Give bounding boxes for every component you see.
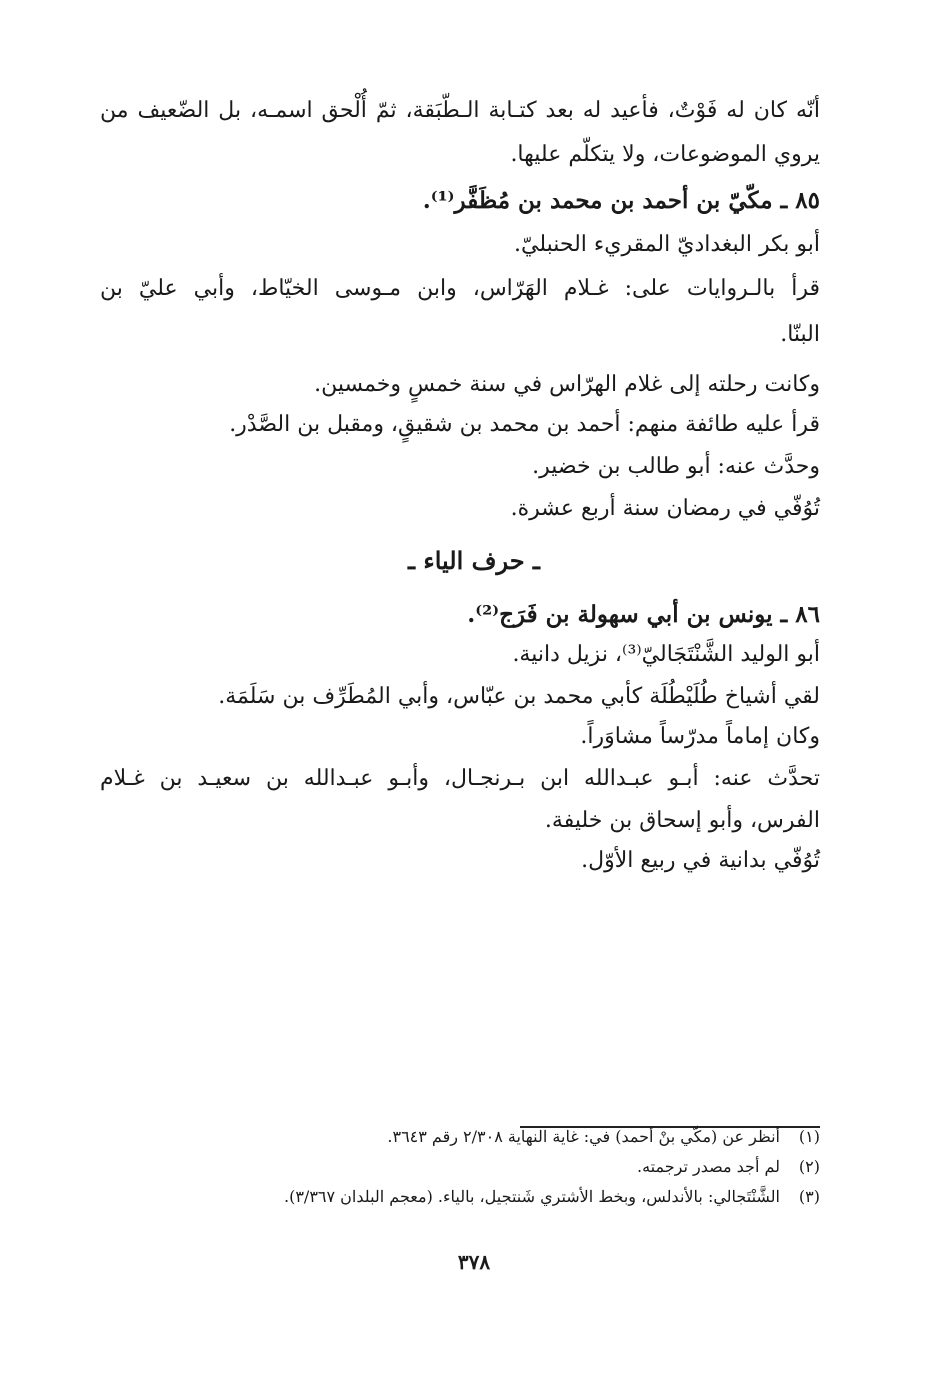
footnote-number: (٣) <box>798 1187 820 1206</box>
text-line: تحدَّث عنه: أبـو عبـدالله ابن بـرنجـال، وأبـو عبـدالله بن سعيـد بن غـلام <box>100 766 820 791</box>
footnote-text: أنظر عن (مكّي بنْ أحمد) في: غاية النهاية ٢/٣٠٨ رقم ٣٦٤٣. <box>387 1127 780 1146</box>
text-line: أنّه كان له فَوْتٌ، فأعيد له بعد كتـابة الـطّبَقة، ثمّ أُلْحق اسمـه، بل الضّعيف من <box>100 98 820 123</box>
text-line: وكان إماماً مدرّساً مشاوَراً. <box>580 724 820 749</box>
text-line: أبو بكر البغداديّ المقريء الحنبليّ. <box>513 232 820 257</box>
text-line: الفرس، وأبو إسحاق بن خليفة. <box>544 808 820 833</box>
text-line: تُوُفّي في رمضان سنة أربع عشرة. <box>510 496 820 521</box>
footnote-text: لم أجد مصدر ترجمته. <box>637 1157 780 1176</box>
text-line: البنّا. <box>780 322 820 347</box>
page-number: ٣٧٨ <box>457 1250 491 1274</box>
text-line: أبو الوليد الشَّنْتَجَاليّ⁽³⁾، نزيل دانية. <box>512 642 820 667</box>
text-line: وكانت رحلته إلى غلام الهرّاس في سنة خمسٍ وخمسين. <box>314 372 820 397</box>
text-line: لقي أشياخ طُلَيْطُلَة كأبي محمد بن عبّاس، وأبي المُطَرِّف بن سَلَمَة. <box>218 684 820 709</box>
text-line: وحدَّث عنه: أبو طالب بن خضير. <box>532 454 820 479</box>
footnote-number: (٢) <box>798 1157 820 1176</box>
footnote-1 <box>387 1126 820 1148</box>
footnote-3 <box>284 1186 820 1208</box>
text-line: قرأ عليه طائفة منهم: أحمد بن محمد بن شقيقٍ، ومقبل بن الصَّدْر. <box>229 412 820 437</box>
footnote-text: الشَّنْتَجالي: بالأندلس، وبخط الأشتري شَنتجيل، بالياء. (معجم البلدان ٣/٣٦٧). <box>284 1187 780 1206</box>
text-line: قرأ بالـروايات على: غـلام الهَرّاس، وابن مـوسى الخيّاط، وأبي عليّ بن <box>100 276 820 301</box>
footnote-number: (١) <box>798 1127 820 1146</box>
entry-85-title: ٨٥ ـ مكّيّ بن أحمد بن محمد بن مُظَفَّر⁽¹⁾. <box>422 187 820 214</box>
section-heading: ـ حرف الياء ـ <box>408 546 540 575</box>
footnote-2 <box>637 1156 820 1178</box>
text-line: يروي الموضوعات، ولا يتكلّم عليها. <box>510 142 820 167</box>
entry-86-title: ٨٦ ـ يونس بن أبي سهولة بن فَرَج⁽²⁾. <box>467 601 820 628</box>
text-line: تُوُفّي بدانية في ربيع الأوّل. <box>581 848 820 873</box>
